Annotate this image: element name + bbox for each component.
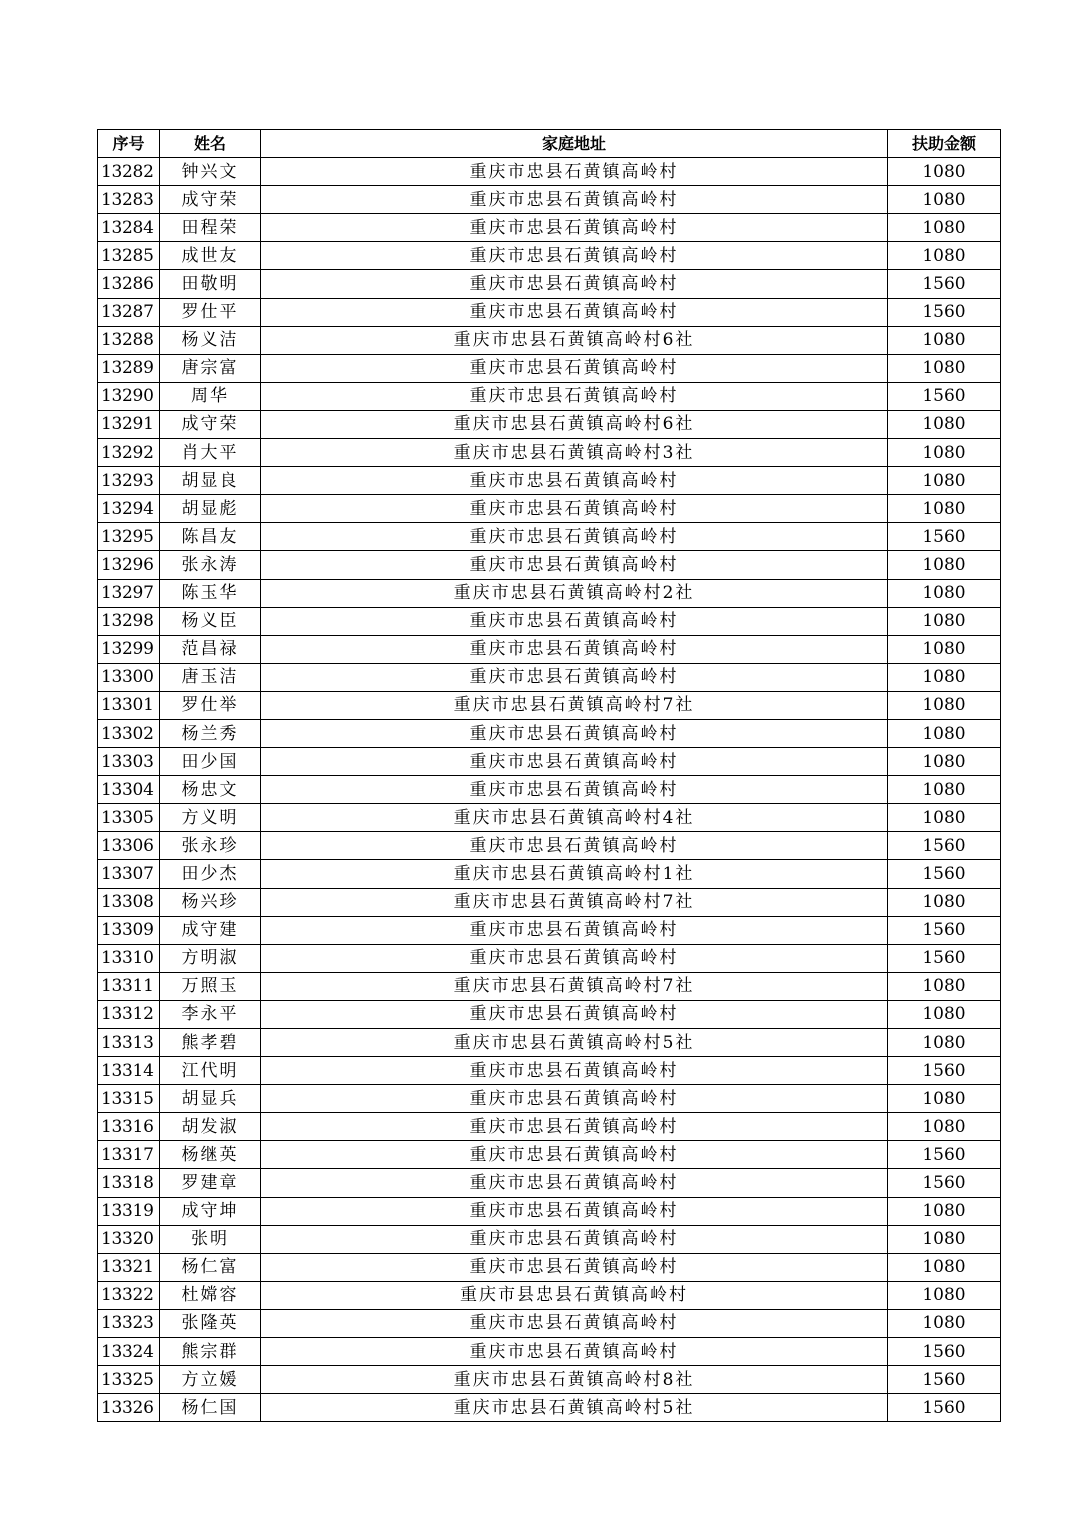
row-id-cell: 13316 (98, 1113, 160, 1141)
row-amount-cell: 1560 (888, 1057, 1001, 1085)
row-id-cell: 13285 (98, 242, 160, 270)
row-address-cell: 重庆市忠县石黄镇高岭村5社 (261, 1029, 888, 1057)
row-address-cell: 重庆市忠县石黄镇高岭村7社 (261, 972, 888, 1000)
row-name-cell: 杨义洁 (160, 326, 261, 354)
header-name: 姓名 (160, 130, 261, 158)
row-id-cell: 13286 (98, 270, 160, 298)
row-name-cell: 方明淑 (160, 944, 261, 972)
row-id-cell: 13290 (98, 382, 160, 410)
row-name-cell: 李永平 (160, 1000, 261, 1028)
row-address-cell: 重庆市忠县石黄镇高岭村4社 (261, 804, 888, 832)
row-id-cell: 13315 (98, 1085, 160, 1113)
table-row (98, 1366, 1001, 1394)
table-row (98, 1309, 1001, 1337)
table-row (98, 551, 1001, 579)
row-amount-cell: 1560 (888, 382, 1001, 410)
row-amount-cell: 1080 (888, 158, 1001, 186)
row-name-cell: 罗仕举 (160, 691, 261, 719)
row-amount-cell: 1080 (888, 776, 1001, 804)
table-row (98, 1197, 1001, 1225)
table-row (98, 242, 1001, 270)
table-row (98, 944, 1001, 972)
row-id-cell: 13307 (98, 860, 160, 888)
table-row (98, 1141, 1001, 1169)
row-amount-cell: 1080 (888, 888, 1001, 916)
row-id-cell: 13302 (98, 719, 160, 747)
table-row (98, 916, 1001, 944)
row-id-cell: 13324 (98, 1338, 160, 1366)
row-name-cell: 杨仁国 (160, 1394, 261, 1422)
row-id-cell: 13314 (98, 1057, 160, 1085)
row-address-cell: 重庆市忠县石黄镇高岭村 (261, 382, 888, 410)
table-row (98, 579, 1001, 607)
row-amount-cell: 1560 (888, 916, 1001, 944)
table-row (98, 972, 1001, 1000)
row-name-cell: 杨继英 (160, 1141, 261, 1169)
table-row (98, 1281, 1001, 1309)
row-address-cell: 重庆市忠县石黄镇高岭村 (261, 1169, 888, 1197)
table-row (98, 439, 1001, 467)
row-id-cell: 13289 (98, 354, 160, 382)
row-address-cell: 重庆市忠县石黄镇高岭村 (261, 607, 888, 635)
table-row (98, 860, 1001, 888)
row-name-cell: 罗建章 (160, 1169, 261, 1197)
row-id-cell: 13318 (98, 1169, 160, 1197)
table-row (98, 382, 1001, 410)
row-id-cell: 13287 (98, 298, 160, 326)
table-row (98, 1029, 1001, 1057)
row-amount-cell: 1080 (888, 242, 1001, 270)
row-address-cell: 重庆市忠县石黄镇高岭村7社 (261, 691, 888, 719)
row-address-cell: 重庆市忠县石黄镇高岭村 (261, 944, 888, 972)
assistance-table (97, 129, 1001, 1422)
row-id-cell: 13298 (98, 607, 160, 635)
row-amount-cell: 1080 (888, 972, 1001, 1000)
table-row (98, 326, 1001, 354)
row-amount-cell: 1560 (888, 270, 1001, 298)
row-name-cell: 熊宗群 (160, 1338, 261, 1366)
row-id-cell: 13305 (98, 804, 160, 832)
table-row (98, 1000, 1001, 1028)
assistance-table-sheet (97, 129, 1000, 1422)
row-id-cell: 13303 (98, 748, 160, 776)
row-amount-cell: 1080 (888, 1113, 1001, 1141)
table-body (98, 158, 1001, 1422)
table-row (98, 1253, 1001, 1281)
table-row (98, 270, 1001, 298)
row-id-cell: 13323 (98, 1309, 160, 1337)
row-name-cell: 周华 (160, 382, 261, 410)
row-name-cell: 陈昌友 (160, 523, 261, 551)
row-id-cell: 13326 (98, 1394, 160, 1422)
row-address-cell: 重庆市忠县石黄镇高岭村8社 (261, 1366, 888, 1394)
row-address-cell: 重庆市忠县石黄镇高岭村5社 (261, 1394, 888, 1422)
row-address-cell: 重庆市忠县石黄镇高岭村6社 (261, 326, 888, 354)
row-name-cell: 熊孝碧 (160, 1029, 261, 1057)
row-name-cell: 方立媛 (160, 1366, 261, 1394)
row-amount-cell: 1080 (888, 804, 1001, 832)
row-name-cell: 范昌禄 (160, 635, 261, 663)
row-name-cell: 江代明 (160, 1057, 261, 1085)
row-address-cell: 重庆市忠县石黄镇高岭村7社 (261, 888, 888, 916)
row-id-cell: 13309 (98, 916, 160, 944)
table-row (98, 1169, 1001, 1197)
row-id-cell: 13310 (98, 944, 160, 972)
row-address-cell: 重庆市忠县石黄镇高岭村 (261, 523, 888, 551)
row-name-cell: 杜嫦容 (160, 1281, 261, 1309)
row-amount-cell: 1080 (888, 326, 1001, 354)
table-row (98, 635, 1001, 663)
row-id-cell: 13296 (98, 551, 160, 579)
header-row (98, 130, 1001, 158)
row-amount-cell: 1080 (888, 1253, 1001, 1281)
row-id-cell: 13321 (98, 1253, 160, 1281)
row-name-cell: 张永涛 (160, 551, 261, 579)
header-address: 家庭地址 (261, 130, 888, 158)
row-name-cell: 杨忠文 (160, 776, 261, 804)
table-row (98, 832, 1001, 860)
row-name-cell: 唐宗富 (160, 354, 261, 382)
table-row (98, 748, 1001, 776)
row-id-cell: 13325 (98, 1366, 160, 1394)
row-address-cell: 重庆市忠县石黄镇高岭村 (261, 354, 888, 382)
row-id-cell: 13311 (98, 972, 160, 1000)
row-address-cell: 重庆市忠县石黄镇高岭村 (261, 298, 888, 326)
row-id-cell: 13306 (98, 832, 160, 860)
row-amount-cell: 1080 (888, 691, 1001, 719)
table-row (98, 523, 1001, 551)
row-id-cell: 13283 (98, 186, 160, 214)
row-id-cell: 13295 (98, 523, 160, 551)
row-id-cell: 13292 (98, 439, 160, 467)
table-row (98, 410, 1001, 438)
table-row (98, 186, 1001, 214)
row-address-cell: 重庆市忠县石黄镇高岭村 (261, 1309, 888, 1337)
row-amount-cell: 1080 (888, 551, 1001, 579)
row-name-cell: 肖大平 (160, 439, 261, 467)
row-id-cell: 13297 (98, 579, 160, 607)
row-amount-cell: 1080 (888, 1309, 1001, 1337)
row-address-cell: 重庆市忠县石黄镇高岭村 (261, 776, 888, 804)
row-address-cell: 重庆市忠县石黄镇高岭村 (261, 916, 888, 944)
row-id-cell: 13284 (98, 214, 160, 242)
row-address-cell: 重庆市忠县石黄镇高岭村1社 (261, 860, 888, 888)
row-address-cell: 重庆市忠县石黄镇高岭村 (261, 270, 888, 298)
table-row (98, 804, 1001, 832)
table-row (98, 663, 1001, 691)
row-address-cell: 重庆市忠县石黄镇高岭村 (261, 1000, 888, 1028)
row-amount-cell: 1560 (888, 944, 1001, 972)
table-row (98, 495, 1001, 523)
row-address-cell: 重庆市忠县石黄镇高岭村 (261, 748, 888, 776)
row-id-cell: 13322 (98, 1281, 160, 1309)
table-row (98, 1225, 1001, 1253)
row-address-cell: 重庆市忠县石黄镇高岭村 (261, 1338, 888, 1366)
row-amount-cell: 1080 (888, 439, 1001, 467)
row-address-cell: 重庆市忠县石黄镇高岭村 (261, 186, 888, 214)
table-row (98, 1085, 1001, 1113)
row-name-cell: 胡显兵 (160, 1085, 261, 1113)
row-address-cell: 重庆市忠县石黄镇高岭村 (261, 1141, 888, 1169)
row-id-cell: 13291 (98, 410, 160, 438)
row-amount-cell: 1560 (888, 1366, 1001, 1394)
row-name-cell: 胡显良 (160, 467, 261, 495)
row-name-cell: 田少杰 (160, 860, 261, 888)
row-id-cell: 13288 (98, 326, 160, 354)
row-amount-cell: 1080 (888, 1197, 1001, 1225)
row-name-cell: 胡显彪 (160, 495, 261, 523)
row-address-cell: 重庆市忠县石黄镇高岭村 (261, 1197, 888, 1225)
row-name-cell: 张隆英 (160, 1309, 261, 1337)
table-row (98, 298, 1001, 326)
row-name-cell: 杨兰秀 (160, 719, 261, 747)
row-id-cell: 13304 (98, 776, 160, 804)
row-name-cell: 田程荣 (160, 214, 261, 242)
row-address-cell: 重庆市忠县石黄镇高岭村 (261, 1113, 888, 1141)
table-row (98, 719, 1001, 747)
table-row (98, 691, 1001, 719)
row-id-cell: 13312 (98, 1000, 160, 1028)
table-row (98, 607, 1001, 635)
row-amount-cell: 1080 (888, 186, 1001, 214)
row-name-cell: 罗仕平 (160, 298, 261, 326)
row-name-cell: 成守建 (160, 916, 261, 944)
row-address-cell: 重庆市忠县石黄镇高岭村 (261, 495, 888, 523)
row-address-cell: 重庆市忠县石黄镇高岭村6社 (261, 410, 888, 438)
row-amount-cell: 1080 (888, 467, 1001, 495)
row-id-cell: 13299 (98, 635, 160, 663)
row-address-cell: 重庆市忠县石黄镇高岭村 (261, 242, 888, 270)
header-id: 序号 (98, 130, 160, 158)
row-address-cell: 重庆市忠县石黄镇高岭村 (261, 719, 888, 747)
row-address-cell: 重庆市忠县石黄镇高岭村 (261, 1225, 888, 1253)
row-name-cell: 成守荣 (160, 410, 261, 438)
row-address-cell: 重庆市忠县石黄镇高岭村 (261, 214, 888, 242)
row-id-cell: 13317 (98, 1141, 160, 1169)
row-amount-cell: 1080 (888, 635, 1001, 663)
row-amount-cell: 1560 (888, 860, 1001, 888)
row-amount-cell: 1080 (888, 1085, 1001, 1113)
table-row (98, 888, 1001, 916)
row-amount-cell: 1080 (888, 1281, 1001, 1309)
row-name-cell: 钟兴文 (160, 158, 261, 186)
row-name-cell: 杨仁富 (160, 1253, 261, 1281)
row-name-cell: 成守坤 (160, 1197, 261, 1225)
row-amount-cell: 1080 (888, 410, 1001, 438)
row-amount-cell: 1560 (888, 1169, 1001, 1197)
table-row (98, 776, 1001, 804)
row-name-cell: 张永珍 (160, 832, 261, 860)
row-amount-cell: 1080 (888, 495, 1001, 523)
table-row (98, 467, 1001, 495)
row-amount-cell: 1080 (888, 719, 1001, 747)
row-name-cell: 万照玉 (160, 972, 261, 1000)
table-row (98, 214, 1001, 242)
row-amount-cell: 1080 (888, 579, 1001, 607)
row-name-cell: 成守荣 (160, 186, 261, 214)
row-amount-cell: 1080 (888, 607, 1001, 635)
row-name-cell: 田敬明 (160, 270, 261, 298)
row-address-cell: 重庆市忠县石黄镇高岭村 (261, 158, 888, 186)
row-name-cell: 田少国 (160, 748, 261, 776)
row-name-cell: 杨义臣 (160, 607, 261, 635)
table-row (98, 158, 1001, 186)
row-amount-cell: 1560 (888, 1141, 1001, 1169)
row-name-cell: 杨兴珍 (160, 888, 261, 916)
row-amount-cell: 1080 (888, 1000, 1001, 1028)
row-id-cell: 13313 (98, 1029, 160, 1057)
row-amount-cell: 1560 (888, 832, 1001, 860)
row-amount-cell: 1560 (888, 523, 1001, 551)
row-address-cell: 重庆市忠县石黄镇高岭村 (261, 467, 888, 495)
row-name-cell: 方义明 (160, 804, 261, 832)
row-id-cell: 13320 (98, 1225, 160, 1253)
row-id-cell: 13282 (98, 158, 160, 186)
row-name-cell: 张明 (160, 1225, 261, 1253)
row-id-cell: 13300 (98, 663, 160, 691)
row-amount-cell: 1560 (888, 1394, 1001, 1422)
header-amount: 扶助金额 (888, 130, 1001, 158)
table-row (98, 1394, 1001, 1422)
table-row (98, 1338, 1001, 1366)
table-row (98, 1113, 1001, 1141)
row-amount-cell: 1560 (888, 298, 1001, 326)
row-name-cell: 唐玉洁 (160, 663, 261, 691)
row-address-cell: 重庆市忠县石黄镇高岭村 (261, 663, 888, 691)
row-address-cell: 重庆市忠县石黄镇高岭村3社 (261, 439, 888, 467)
table-header (98, 130, 1001, 158)
row-amount-cell: 1560 (888, 1338, 1001, 1366)
row-amount-cell: 1080 (888, 1029, 1001, 1057)
row-address-cell: 重庆市忠县石黄镇高岭村 (261, 832, 888, 860)
table-row (98, 354, 1001, 382)
row-address-cell: 重庆市忠县石黄镇高岭村 (261, 1253, 888, 1281)
row-name-cell: 成世友 (160, 242, 261, 270)
row-amount-cell: 1080 (888, 214, 1001, 242)
row-amount-cell: 1080 (888, 1225, 1001, 1253)
row-address-cell: 重庆市忠县石黄镇高岭村 (261, 1057, 888, 1085)
row-id-cell: 13308 (98, 888, 160, 916)
table-row (98, 1057, 1001, 1085)
row-address-cell: 重庆市忠县石黄镇高岭村 (261, 635, 888, 663)
row-address-cell: 重庆市忠县石黄镇高岭村 (261, 551, 888, 579)
row-address-cell: 重庆市忠县石黄镇高岭村 (261, 1085, 888, 1113)
row-id-cell: 13293 (98, 467, 160, 495)
row-id-cell: 13319 (98, 1197, 160, 1225)
row-name-cell: 胡发淑 (160, 1113, 261, 1141)
row-id-cell: 13294 (98, 495, 160, 523)
row-name-cell: 陈玉华 (160, 579, 261, 607)
row-id-cell: 13301 (98, 691, 160, 719)
row-amount-cell: 1080 (888, 663, 1001, 691)
row-amount-cell: 1080 (888, 354, 1001, 382)
row-address-cell: 重庆市忠县石黄镇高岭村2社 (261, 579, 888, 607)
row-amount-cell: 1080 (888, 748, 1001, 776)
row-address-cell: 重庆市县忠县石黄镇高岭村 (261, 1281, 888, 1309)
